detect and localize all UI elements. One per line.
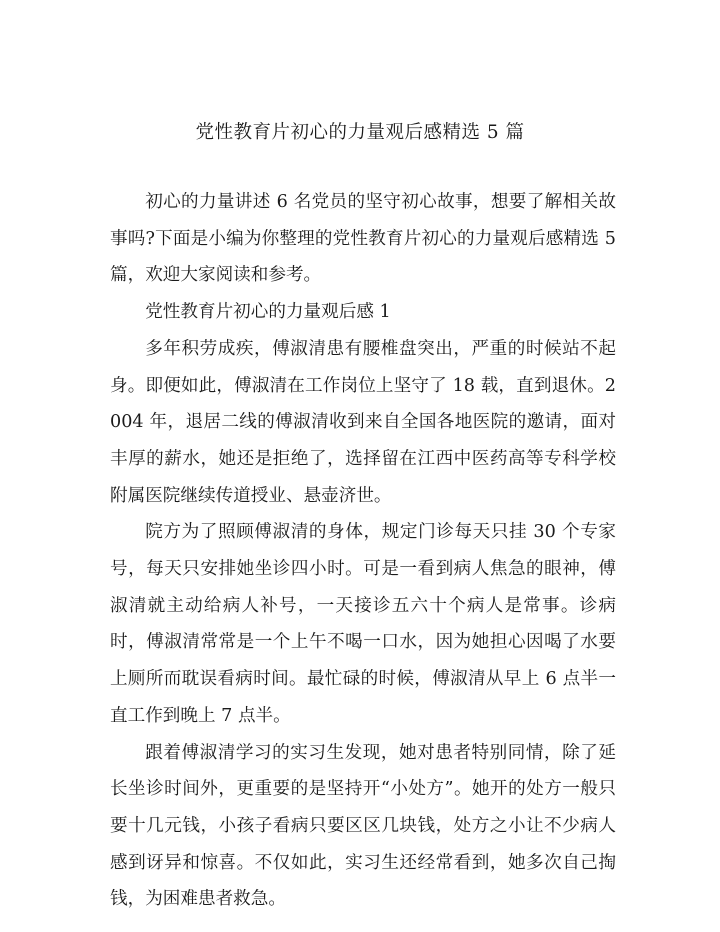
section-heading: 党性教育片初心的力量观后感 1	[145, 302, 391, 323]
document-body	[110, 184, 616, 918]
body-paragraph: 跟着傅淑清学习的实习生发现，她对患者特别同情，除了延长坐诊时间外，更重要的是坚持开“小处方”。她开的处方一般只要十几元钱，小孩子看病只要区区几块钱，处方之小让不少病人感到讶异和惊喜。不仅如此，实习生还经常看到，她多次自己掏钱，为困难患者救急。	[110, 742, 616, 910]
body-paragraph: 多年积劳成疾，傅淑清患有腰椎盘突出，严重的时候站不起身。即便如此，傅淑清在工作岗位上坚守了 18 载，直到退休。2004 年，退居二线的傅淑清收到来自全国各地医院的邀请，面对丰厚的薪水，她还是拒绝了，选择留在江西中医药高等专科学校附属医院继续传道授业、悬壶济世。	[110, 338, 616, 506]
body-paragraph: 院方为了照顾傅淑清的身体，规定门诊每天只挂 30 个专家号，每天只安排她坐诊四小时。可是一看到病人焦急的眼神，傅淑清就主动给病人补号，一天接诊五六十个病人是常事。诊病时，傅淑清常常是一个上午不喝一口水，因为她担心因喝了水要上厕所而耽误看病时间。最忙碌的时候，傅淑清从早上 6 点半一直工作到晚上 7 点半。	[110, 522, 616, 726]
document-title: 党性教育片初心的力量观后感精选 5 篇	[195, 122, 525, 143]
intro-paragraph: 初心的力量讲述 6 名党员的坚守初心故事，想要了解相关故事吗?下面是小编为你整理的党性教育片初心的力量观后感精选 5 篇，欢迎大家阅读和参考。	[110, 192, 616, 286]
